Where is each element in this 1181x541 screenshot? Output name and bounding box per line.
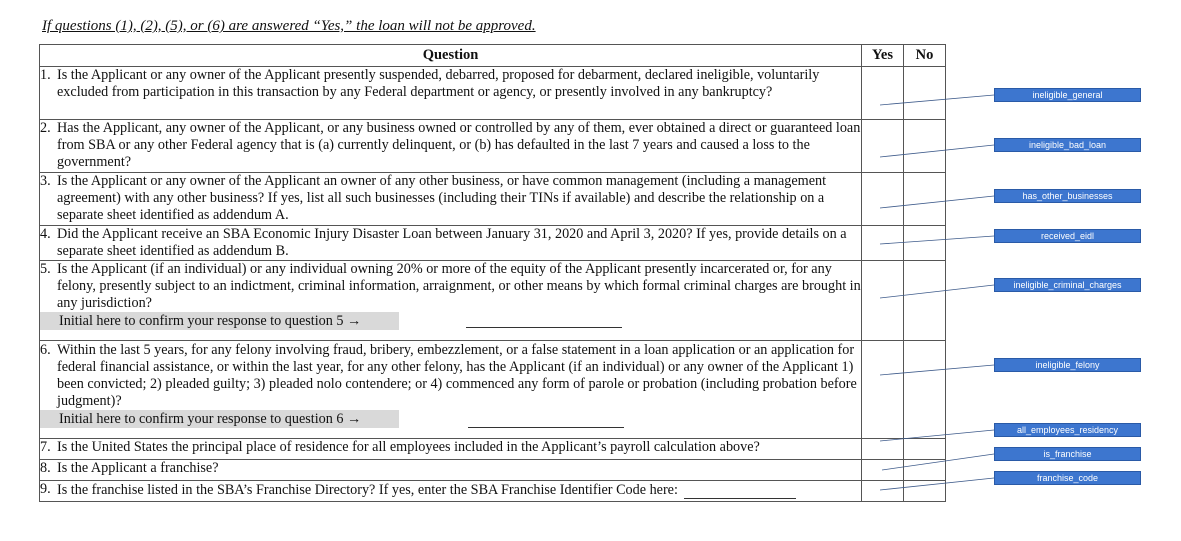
question-number: 9.	[40, 481, 51, 497]
initial-prompt-5: Initial here to confirm your response to question 5 →	[40, 312, 399, 330]
connector-line	[880, 365, 994, 375]
field-tag-all-employees-residency: all_employees_residency	[994, 423, 1141, 437]
field-tag-is-franchise: is_franchise	[994, 447, 1141, 461]
question-number: 8.	[40, 460, 51, 476]
connector-line	[880, 95, 994, 105]
no-header: No	[904, 45, 946, 67]
question-text: Is the Applicant a franchise?	[57, 460, 219, 476]
question-number: 3.	[40, 173, 51, 189]
question-text: Is the Applicant (if an individual) or any individual owning 20% or more of the equity of the Applicant presently incarcerated or, for any felony, presently subject to an indictment, criminal information, arraignment, or other means by which formal criminal charges are brought in any jurisdiction?	[57, 261, 861, 311]
question-text: Is the Applicant or any owner of the Applicant presently suspended, debarred, proposed for debarment, declared ineligible, voluntarily excluded from participation in this transaction by any Federal department or agency, or presently involved in any bankruptcy?	[57, 67, 820, 100]
approval-note: If questions (1), (2), (5), or (6) are answered “Yes,” the loan will not be approved.	[42, 18, 536, 34]
question-text: Is the franchise listed in the SBA’s Franchise Directory? If yes, enter the SBA Franchise Identifier Code here:	[57, 482, 678, 498]
field-tag-ineligible-felony: ineligible_felony	[994, 358, 1141, 372]
question-number: 4.	[40, 226, 51, 242]
field-tag-franchise-code: franchise_code	[994, 471, 1141, 485]
question-text: Is the United States the principal place of residence for all employees included in the Applicant’s payroll calculation above?	[57, 439, 760, 455]
question-number: 6.	[40, 342, 51, 358]
initial-prompt-6: Initial here to confirm your response to question 6 →	[40, 410, 399, 428]
field-tag-has-other-businesses: has_other_businesses	[994, 189, 1141, 203]
field-tag-ineligible-bad-loan: ineligible_bad_loan	[994, 138, 1141, 152]
connector-line	[880, 145, 994, 157]
connector-line	[880, 430, 994, 441]
connector-line	[882, 454, 994, 470]
connector-line	[880, 478, 994, 490]
field-tag-ineligible-criminal-charges: ineligible_criminal_charges	[994, 278, 1141, 292]
connector-line	[880, 236, 994, 244]
field-tag-ineligible-general: ineligible_general	[994, 88, 1141, 102]
field-tag-received-eidl: received_eidl	[994, 229, 1141, 243]
yes-header: Yes	[862, 45, 904, 67]
question-text: Has the Applicant, any owner of the Applicant, or any business owned or controlled by any of them, ever obtained a direct or guaranteed loan from SBA or any other Federal agency that is (a) currently delinquent, or (b) has defaulted in the last 7 years and caused a loss to the government?	[57, 120, 861, 170]
question-header: Question	[40, 45, 862, 67]
connector-line	[880, 285, 994, 298]
question-number: 1.	[40, 67, 51, 83]
question-number: 2.	[40, 120, 51, 136]
connector-line	[880, 196, 994, 208]
question-text: Is the Applicant or any owner of the Applicant an owner of any other business, or have common management (including a management agreement) with any other business? If yes, list all such businesses (including their TINs if available) and describe the relationship on a separate sheet identified as addendum A.	[57, 173, 827, 223]
question-number: 5.	[40, 261, 51, 277]
question-text: Did the Applicant receive an SBA Economic Injury Disaster Loan between January 31, 2020 and April 3, 2020? If yes, provide details on a separate sheet identified as addendum B.	[57, 226, 847, 259]
question-number: 7.	[40, 439, 51, 455]
question-text: Within the last 5 years, for any felony involving fraud, bribery, embezzlement, or a false statement in a loan application or an application for federal financial assistance, or within the last year, for any other felony, has the Applicant (if an individual) or any owner of the Applicant 1) been convicted; 2) pleaded guilty; 3) pleaded nolo contendere; or 4) commenced any form of parole or probation (including probation before judgment)?	[57, 342, 857, 409]
